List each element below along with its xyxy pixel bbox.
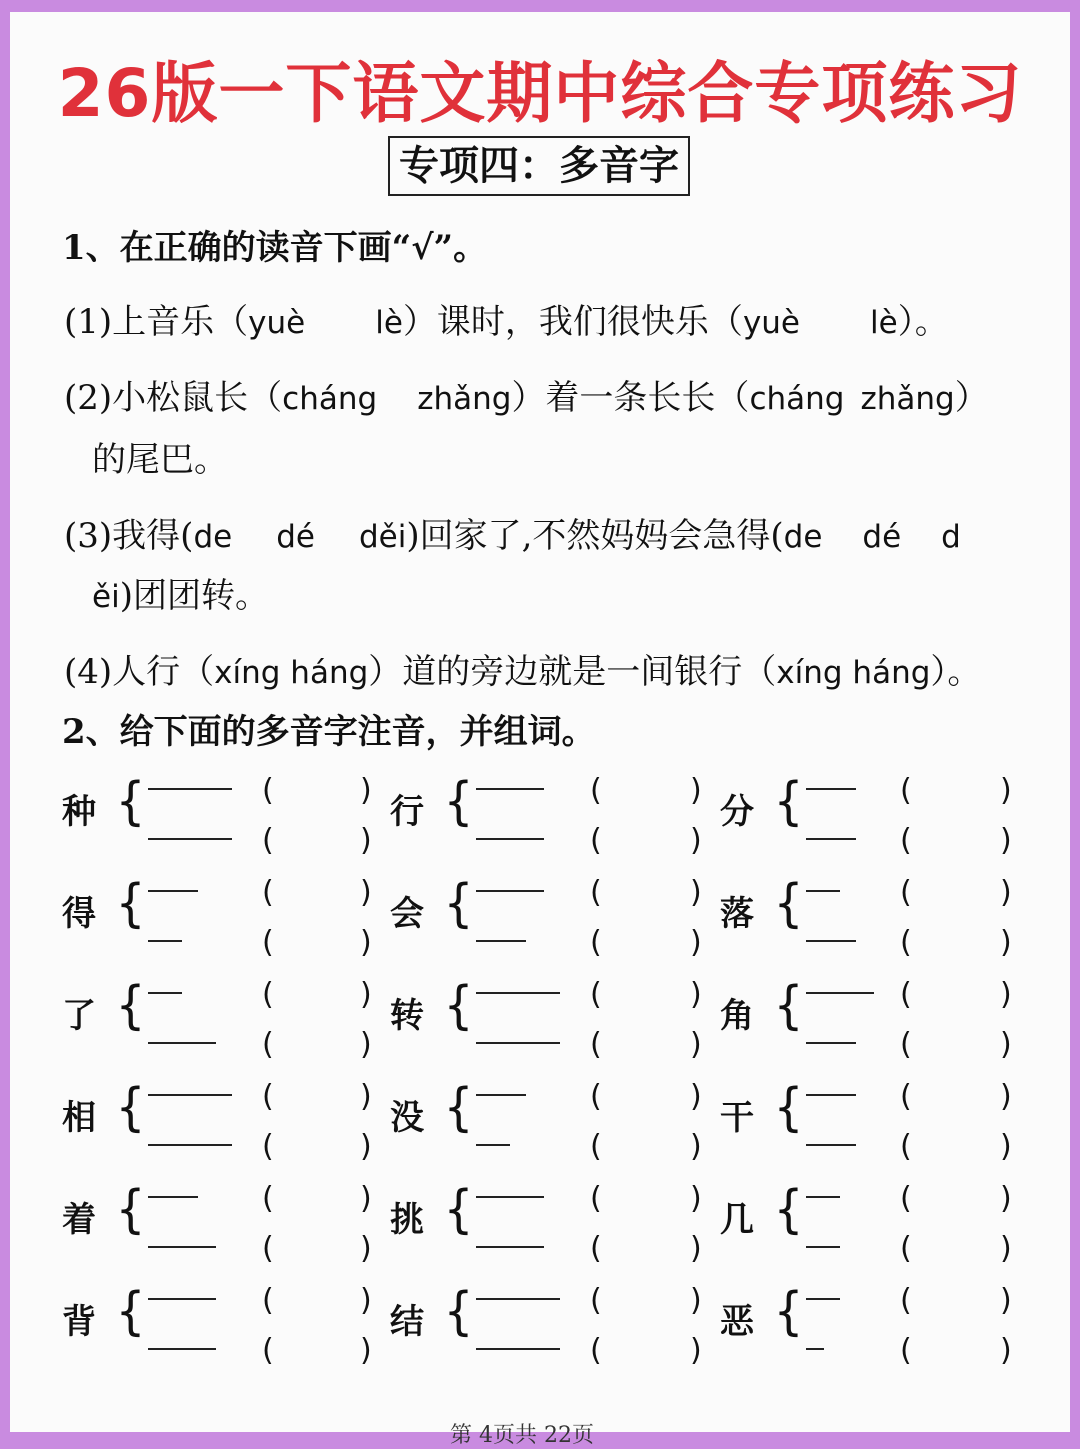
word-answer-space[interactable] bbox=[278, 1132, 360, 1162]
brace-symbol: { bbox=[443, 1180, 474, 1240]
polyphone-character: 转 bbox=[390, 996, 424, 1036]
word-paren-open: ( bbox=[590, 1231, 602, 1266]
word-paren-open: ( bbox=[590, 1027, 602, 1062]
brace-symbol: { bbox=[443, 874, 474, 934]
word-answer-space[interactable] bbox=[278, 1286, 360, 1316]
word-paren-close: ) bbox=[1000, 1129, 1012, 1164]
q1-item-2 bbox=[64, 370, 989, 419]
word-paren-open: ( bbox=[590, 1129, 602, 1164]
word-answer-space[interactable] bbox=[278, 776, 360, 806]
word-paren-close: ) bbox=[690, 1231, 702, 1266]
pinyin-blank[interactable] bbox=[148, 1042, 216, 1044]
grid-row bbox=[10, 968, 1070, 1068]
word-paren-close: ) bbox=[690, 823, 702, 858]
pinyin-blank[interactable] bbox=[148, 1246, 216, 1248]
word-paren-open: ( bbox=[590, 1283, 602, 1318]
word-answer-space[interactable] bbox=[606, 1286, 690, 1316]
word-answer-space[interactable] bbox=[916, 1132, 1000, 1162]
word-paren-open: ( bbox=[262, 1283, 274, 1318]
word-paren-close: ) bbox=[360, 1333, 372, 1368]
question-2-heading: 2、给下面的多音字注音，并组词。 bbox=[62, 712, 596, 752]
word-paren-close: ) bbox=[360, 1129, 372, 1164]
pinyin-blank[interactable] bbox=[806, 838, 856, 840]
polyphone-character: 得 bbox=[62, 894, 96, 934]
word-answer-space[interactable] bbox=[916, 776, 1000, 806]
pinyin-blank[interactable] bbox=[806, 788, 856, 790]
polyphone-character: 行 bbox=[390, 792, 424, 832]
polyphone-character: 着 bbox=[62, 1200, 96, 1240]
word-paren-close: ) bbox=[690, 1027, 702, 1062]
pinyin-option[interactable]: lè bbox=[870, 305, 898, 341]
word-paren-close: ) bbox=[360, 875, 372, 910]
polyphone-character: 落 bbox=[720, 894, 754, 934]
polyphone-character: 几 bbox=[720, 1200, 754, 1240]
word-paren-close: ) bbox=[360, 1079, 372, 1114]
word-paren-close: ) bbox=[690, 875, 702, 910]
brace-symbol: { bbox=[443, 1282, 474, 1342]
pinyin-option[interactable]: dé bbox=[862, 519, 902, 555]
pinyin-option[interactable]: de bbox=[193, 519, 233, 555]
word-paren-close: ) bbox=[690, 925, 702, 960]
word-paren-open: ( bbox=[262, 1181, 274, 1216]
word-paren-close: ) bbox=[690, 1181, 702, 1216]
word-paren-close: ) bbox=[1000, 875, 1012, 910]
grid-row bbox=[10, 764, 1070, 864]
word-answer-space[interactable] bbox=[278, 826, 360, 856]
word-answer-space[interactable] bbox=[606, 1234, 690, 1264]
pinyin-blank[interactable] bbox=[806, 940, 856, 942]
word-paren-open: ( bbox=[900, 875, 912, 910]
word-answer-space[interactable] bbox=[278, 1184, 360, 1214]
word-paren-open: ( bbox=[262, 875, 274, 910]
pinyin-blank[interactable] bbox=[476, 1196, 544, 1198]
polyphone-character: 恶 bbox=[720, 1302, 754, 1342]
pinyin-blank[interactable] bbox=[806, 1042, 856, 1044]
word-paren-open: ( bbox=[900, 1283, 912, 1318]
word-answer-space[interactable] bbox=[606, 1336, 690, 1366]
word-paren-close: ) bbox=[1000, 1181, 1012, 1216]
word-paren-open: ( bbox=[262, 925, 274, 960]
pinyin-blank[interactable] bbox=[148, 788, 232, 790]
word-paren-open: ( bbox=[262, 1333, 274, 1368]
word-paren-close: ) bbox=[690, 1079, 702, 1114]
section-title: 专项四：多音字 bbox=[388, 136, 690, 196]
word-answer-space[interactable] bbox=[916, 1184, 1000, 1214]
pinyin-option[interactable]: dé bbox=[276, 519, 315, 555]
word-paren-open: ( bbox=[590, 1333, 602, 1368]
word-paren-open: ( bbox=[590, 823, 602, 858]
q1-item-1-text-b: ）课时，我们很快乐（ bbox=[402, 302, 743, 342]
word-answer-space[interactable] bbox=[606, 1184, 690, 1214]
q1-item-3-continued bbox=[92, 568, 269, 617]
pinyin-blank[interactable] bbox=[148, 940, 182, 942]
word-paren-open: ( bbox=[900, 1027, 912, 1062]
word-paren-open: ( bbox=[590, 977, 602, 1012]
brace-symbol: { bbox=[443, 976, 474, 1036]
word-paren-close: ) bbox=[360, 1283, 372, 1318]
brace-symbol: { bbox=[773, 1180, 804, 1240]
word-paren-open: ( bbox=[900, 1129, 912, 1164]
word-paren-open: ( bbox=[900, 977, 912, 1012]
word-paren-close: ) bbox=[1000, 977, 1012, 1012]
pinyin-blank[interactable] bbox=[806, 1348, 824, 1350]
word-paren-open: ( bbox=[590, 875, 602, 910]
worksheet-page bbox=[10, 12, 1070, 1448]
word-answer-space[interactable] bbox=[916, 1336, 1000, 1366]
word-answer-space[interactable] bbox=[278, 928, 360, 958]
word-paren-open: ( bbox=[900, 925, 912, 960]
q1-item-3 bbox=[64, 508, 961, 557]
word-paren-close: ) bbox=[690, 1129, 702, 1164]
word-answer-space[interactable] bbox=[916, 826, 1000, 856]
pinyin-option[interactable]: zhǎng bbox=[860, 381, 955, 417]
polyphone-cell bbox=[62, 866, 392, 966]
polyphone-cell bbox=[62, 764, 392, 864]
word-paren-close: ) bbox=[360, 1181, 372, 1216]
pinyin-blank[interactable] bbox=[806, 1196, 840, 1198]
grid-row bbox=[10, 1274, 1070, 1374]
word-paren-close: ) bbox=[1000, 773, 1012, 808]
word-paren-open: ( bbox=[262, 1129, 274, 1164]
word-answer-space[interactable] bbox=[606, 980, 690, 1010]
brace-symbol: { bbox=[115, 772, 146, 832]
brace-symbol: { bbox=[115, 1282, 146, 1342]
word-paren-open: ( bbox=[590, 773, 602, 808]
grid-row bbox=[10, 1070, 1070, 1170]
polyphone-character: 角 bbox=[720, 996, 754, 1036]
pinyin-blank[interactable] bbox=[476, 838, 544, 840]
word-paren-close: ) bbox=[1000, 823, 1012, 858]
polyphone-cell bbox=[720, 968, 1050, 1068]
polyphone-cell bbox=[720, 1172, 1050, 1272]
word-paren-close: ) bbox=[1000, 1231, 1012, 1266]
polyphone-cell bbox=[62, 1172, 392, 1272]
q1-item-4-text-a: (4)人行（ bbox=[64, 652, 215, 692]
q1-item-4 bbox=[64, 644, 981, 693]
word-answer-space[interactable] bbox=[916, 980, 1000, 1010]
polyphone-cell bbox=[720, 1070, 1050, 1170]
polyphone-cell bbox=[390, 1070, 720, 1170]
word-answer-space[interactable] bbox=[606, 878, 690, 908]
pinyin-blank[interactable] bbox=[476, 788, 544, 790]
pinyin-blank[interactable] bbox=[476, 1348, 560, 1350]
word-paren-open: ( bbox=[900, 1333, 912, 1368]
polyphone-cell bbox=[390, 764, 720, 864]
pinyin-option[interactable]: lè bbox=[375, 305, 403, 341]
word-paren-close: ) bbox=[690, 1333, 702, 1368]
polyphone-character: 相 bbox=[62, 1098, 96, 1138]
word-paren-open: ( bbox=[262, 823, 274, 858]
pinyin-blank[interactable] bbox=[806, 992, 874, 994]
word-answer-space[interactable] bbox=[606, 826, 690, 856]
word-answer-space[interactable] bbox=[278, 980, 360, 1010]
word-paren-open: ( bbox=[900, 773, 912, 808]
word-paren-open: ( bbox=[262, 977, 274, 1012]
pinyin-blank[interactable] bbox=[806, 1298, 840, 1300]
polyphone-character: 种 bbox=[62, 792, 96, 832]
pinyin-blank[interactable] bbox=[476, 992, 560, 994]
pinyin-blank[interactable] bbox=[476, 890, 544, 892]
word-paren-open: ( bbox=[900, 1181, 912, 1216]
word-paren-open: ( bbox=[590, 1181, 602, 1216]
brace-symbol: { bbox=[115, 1180, 146, 1240]
polyphone-cell bbox=[62, 968, 392, 1068]
brace-symbol: { bbox=[115, 874, 146, 934]
polyphone-character: 分 bbox=[720, 792, 754, 832]
polyphone-character: 了 bbox=[62, 996, 96, 1036]
pinyin-blank[interactable] bbox=[148, 838, 232, 840]
word-paren-open: ( bbox=[590, 1079, 602, 1114]
polyphone-cell bbox=[720, 866, 1050, 966]
word-answer-space[interactable] bbox=[916, 1234, 1000, 1264]
pinyin-blank[interactable] bbox=[148, 1348, 216, 1350]
pinyin-blank[interactable] bbox=[476, 1094, 526, 1096]
polyphone-cell bbox=[390, 968, 720, 1068]
word-answer-space[interactable] bbox=[606, 1082, 690, 1112]
word-answer-space[interactable] bbox=[916, 878, 1000, 908]
word-paren-close: ) bbox=[690, 1283, 702, 1318]
q1-item-4-text-b: ）道的旁边就是一间银行（ bbox=[368, 652, 777, 692]
word-paren-close: ) bbox=[360, 773, 372, 808]
polyphone-cell bbox=[390, 1172, 720, 1272]
word-paren-close: ) bbox=[360, 1231, 372, 1266]
brace-symbol: { bbox=[773, 874, 804, 934]
pinyin-blank[interactable] bbox=[476, 1144, 510, 1146]
brace-symbol: { bbox=[773, 772, 804, 832]
pinyin-blank[interactable] bbox=[476, 1298, 560, 1300]
brace-symbol: { bbox=[773, 1078, 804, 1138]
word-paren-close: ) bbox=[1000, 925, 1012, 960]
word-paren-open: ( bbox=[262, 773, 274, 808]
pinyin-blank[interactable] bbox=[148, 1094, 232, 1096]
pinyin-option[interactable]: děi bbox=[358, 519, 407, 555]
word-answer-space[interactable] bbox=[916, 1286, 1000, 1316]
q1-item-3-text-b: )回家了,不然妈妈会急得( bbox=[406, 516, 784, 556]
pinyin-option[interactable]: d bbox=[941, 519, 961, 555]
polyphone-cell bbox=[390, 1274, 720, 1374]
polyphone-cell bbox=[720, 1274, 1050, 1374]
polyphone-character: 干 bbox=[720, 1098, 754, 1138]
pinyin-option[interactable]: cháng bbox=[282, 381, 378, 417]
polyphone-character: 结 bbox=[390, 1302, 424, 1342]
question-1-heading: 1、在正确的读音下画“√”。 bbox=[62, 228, 488, 268]
polyphone-cell bbox=[390, 866, 720, 966]
pinyin-blank[interactable] bbox=[148, 890, 198, 892]
polyphone-character: 挑 bbox=[390, 1200, 424, 1240]
word-paren-open: ( bbox=[900, 1079, 912, 1114]
word-paren-close: ) bbox=[360, 1027, 372, 1062]
pinyin-option[interactable]: xíng háng bbox=[776, 655, 931, 691]
word-paren-open: ( bbox=[262, 1231, 274, 1266]
polyphone-cell bbox=[62, 1274, 392, 1374]
q1-item-2-text-b: ）着一条长长（ bbox=[511, 378, 750, 418]
polyphone-cell bbox=[720, 764, 1050, 864]
word-answer-space[interactable] bbox=[916, 1030, 1000, 1060]
pinyin-blank[interactable] bbox=[476, 1246, 544, 1248]
polyphone-character: 背 bbox=[62, 1302, 96, 1342]
word-paren-open: ( bbox=[262, 1079, 274, 1114]
word-answer-space[interactable] bbox=[606, 1030, 690, 1060]
q1-item-3-text-c: )团团转。 bbox=[119, 576, 269, 616]
pinyin-blank[interactable] bbox=[148, 992, 182, 994]
pinyin-option[interactable]: de bbox=[783, 519, 823, 555]
word-answer-space[interactable] bbox=[606, 776, 690, 806]
brace-symbol: { bbox=[443, 1078, 474, 1138]
word-paren-close: ) bbox=[360, 977, 372, 1012]
pinyin-option[interactable]: zhǎng bbox=[417, 381, 512, 417]
page-footer: 第 4页共 22页 bbox=[450, 1423, 594, 1448]
pinyin-option[interactable]: xíng háng bbox=[214, 655, 369, 691]
word-paren-close: ) bbox=[1000, 1079, 1012, 1114]
pinyin-option[interactable]: yuè bbox=[248, 305, 306, 341]
page-title: 26版一下语文期中综合专项练习 bbox=[57, 55, 1023, 132]
pinyin-option[interactable]: yuè bbox=[742, 305, 801, 341]
word-answer-space[interactable] bbox=[278, 1336, 360, 1366]
word-paren-close: ) bbox=[360, 925, 372, 960]
word-paren-open: ( bbox=[900, 823, 912, 858]
polyphone-character: 没 bbox=[390, 1098, 424, 1138]
pinyin-blank[interactable] bbox=[148, 1196, 198, 1198]
word-answer-space[interactable] bbox=[278, 1234, 360, 1264]
pinyin-blank[interactable] bbox=[806, 1246, 840, 1248]
q1-item-2-continued: 的尾巴。 bbox=[92, 440, 228, 480]
word-paren-close: ) bbox=[360, 823, 372, 858]
pinyin-blank[interactable] bbox=[476, 1042, 560, 1044]
word-paren-open: ( bbox=[262, 1027, 274, 1062]
word-paren-close: ) bbox=[1000, 1027, 1012, 1062]
word-answer-space[interactable] bbox=[916, 1082, 1000, 1112]
q1-item-1-text-a: (1)上音乐（ bbox=[64, 302, 249, 342]
brace-symbol: { bbox=[773, 1282, 804, 1342]
pinyin-blank[interactable] bbox=[806, 1144, 856, 1146]
word-answer-space[interactable] bbox=[606, 1132, 690, 1162]
q1-item-2-text-c: ） bbox=[954, 378, 989, 418]
word-paren-close: ) bbox=[690, 977, 702, 1012]
word-answer-space[interactable] bbox=[278, 1030, 360, 1060]
brace-symbol: { bbox=[773, 976, 804, 1036]
word-answer-space[interactable] bbox=[278, 1082, 360, 1112]
grid-row bbox=[10, 866, 1070, 966]
word-paren-open: ( bbox=[590, 925, 602, 960]
pinyin-option[interactable]: ěi bbox=[92, 579, 120, 615]
word-answer-space[interactable] bbox=[916, 928, 1000, 958]
pinyin-blank[interactable] bbox=[148, 1298, 216, 1300]
brace-symbol: { bbox=[115, 1078, 146, 1138]
word-answer-space[interactable] bbox=[606, 928, 690, 958]
pinyin-option[interactable]: cháng bbox=[749, 381, 845, 417]
q1-item-4-text-c: ）。 bbox=[930, 652, 982, 692]
q1-item-2-text-a: (2)小松鼠长（ bbox=[64, 378, 283, 418]
grid-row bbox=[10, 1172, 1070, 1272]
q1-item-1 bbox=[64, 294, 949, 343]
brace-symbol: { bbox=[443, 772, 474, 832]
word-paren-close: ) bbox=[1000, 1283, 1012, 1318]
word-answer-space[interactable] bbox=[278, 878, 360, 908]
polyphone-cell bbox=[62, 1070, 392, 1170]
pinyin-blank[interactable] bbox=[806, 1094, 856, 1096]
word-paren-open: ( bbox=[900, 1231, 912, 1266]
pinyin-blank[interactable] bbox=[148, 1144, 232, 1146]
q1-item-3-text-a: (3)我得( bbox=[64, 516, 194, 556]
polyphone-character: 会 bbox=[390, 894, 424, 934]
pinyin-blank[interactable] bbox=[806, 890, 840, 892]
brace-symbol: { bbox=[115, 976, 146, 1036]
word-paren-close: ) bbox=[690, 773, 702, 808]
pinyin-blank[interactable] bbox=[476, 940, 526, 942]
q1-item-1-text-c: ）。 bbox=[897, 302, 949, 342]
word-paren-close: ) bbox=[1000, 1333, 1012, 1368]
